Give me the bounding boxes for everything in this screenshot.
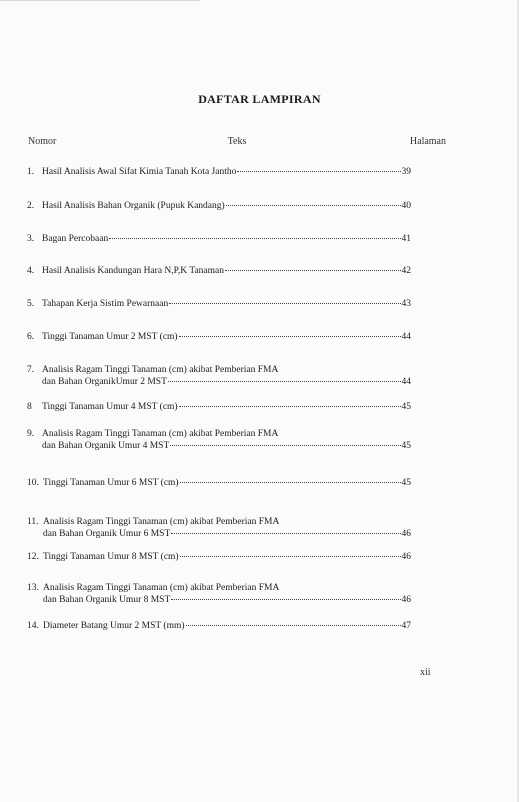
entry-number: 2.	[27, 201, 35, 211]
list-item	[27, 428, 411, 452]
entry-text: Bagan Percobaan	[42, 234, 109, 244]
list-item	[27, 331, 411, 343]
entry-page-number: 42	[401, 266, 411, 276]
entry-page-number: 43	[401, 299, 411, 309]
entry-first-line	[27, 265, 411, 277]
dot-leader	[171, 533, 400, 534]
header-halaman: Halaman	[409, 136, 446, 147]
entry-text: Hasil Analisis Kandungan Hara N,P,K Tanaman	[42, 266, 225, 276]
list-item	[27, 620, 411, 632]
list-item	[27, 298, 411, 310]
entry-first-line	[27, 582, 411, 594]
entry-text: Tinggi Tanaman Umur 4 MST (cm)	[42, 402, 178, 412]
dot-leader	[237, 171, 400, 172]
dot-leader	[179, 406, 401, 407]
list-item	[27, 200, 411, 212]
entry-text: Tinggi Tanaman Umur 2 MST (cm)	[42, 332, 178, 342]
entry-first-line	[27, 551, 411, 563]
page-number: xii	[420, 667, 431, 678]
entry-first-line	[27, 331, 411, 343]
entry-page-number: 45	[401, 402, 411, 412]
entry-text: Analisis Ragam Tinggi Tanaman (cm) akibat Pemberian FMA	[42, 365, 279, 375]
entry-first-line	[27, 620, 411, 632]
entry-page-number: 44	[401, 332, 411, 342]
list-item	[27, 265, 411, 277]
entry-number: 14.	[27, 621, 39, 631]
entry-text: Tahapan Kerja Sistim Pewarnaan	[42, 299, 169, 309]
entry-first-line	[27, 298, 411, 310]
dot-leader	[225, 270, 400, 271]
list-item	[27, 364, 411, 388]
entry-text: dan Bahan Organik Umur 4 MST	[42, 441, 170, 451]
header-teks: Teks	[227, 136, 247, 147]
entry-number: 13.	[27, 583, 39, 593]
entry-number: 1.	[27, 167, 35, 177]
entry-page-number: 46	[401, 529, 411, 539]
dot-leader	[180, 556, 401, 557]
entry-number: 9.	[27, 429, 35, 439]
entry-number: 11.	[27, 517, 39, 527]
entry-page-number: 46	[401, 552, 411, 562]
dot-leader	[171, 599, 400, 600]
entry-number: 4.	[27, 266, 35, 276]
entry-number: 5.	[27, 299, 35, 309]
dot-leader	[226, 205, 401, 206]
entry-text: Analisis Ragam Tinggi Tanaman (cm) akibat Pemberian FMA	[43, 583, 280, 593]
dot-leader	[109, 238, 400, 239]
entry-continuation-line	[27, 376, 411, 388]
dot-leader	[179, 336, 401, 337]
entry-page-number: 47	[401, 621, 411, 631]
entry-page-number: 45	[401, 441, 411, 451]
entry-first-line	[27, 233, 411, 245]
dot-leader	[186, 625, 401, 626]
list-item	[27, 401, 411, 413]
entry-text: Analisis Ragam Tinggi Tanaman (cm) akibat Pemberian FMA	[43, 517, 280, 527]
dot-leader	[180, 482, 401, 483]
entry-first-line	[27, 401, 411, 413]
list-item	[27, 477, 411, 489]
entry-number: 12.	[27, 552, 39, 562]
entry-page-number: 46	[401, 595, 411, 605]
header-nomor: Nomor	[28, 136, 57, 147]
entry-continuation-line	[27, 528, 411, 540]
entry-text: Diameter Batang Umur 2 MST (mm)	[43, 621, 185, 631]
entry-page-number: 44	[401, 377, 411, 387]
list-item	[27, 582, 411, 606]
list-item	[27, 233, 411, 245]
entry-first-line	[27, 516, 411, 528]
entry-first-line	[27, 428, 411, 440]
entry-number: 10.	[27, 478, 39, 488]
entry-text: Hasil Analisis Awal Sifat Kimia Tanah Kota Jantho	[42, 167, 237, 177]
entry-first-line	[27, 166, 411, 178]
list-item	[27, 551, 411, 563]
entry-text: dan Bahan Organik Umur 8 MST	[43, 595, 171, 605]
entry-first-line	[27, 200, 411, 212]
entry-number: 6.	[27, 332, 35, 342]
dot-leader	[169, 303, 400, 304]
entry-number: 3.	[27, 234, 35, 244]
entry-first-line	[27, 477, 411, 489]
entry-page-number: 45	[401, 478, 411, 488]
list-item	[27, 516, 411, 540]
dot-leader	[170, 445, 400, 446]
entry-page-number: 40	[401, 201, 411, 211]
entry-number: 8	[27, 402, 32, 412]
entry-text: dan Bahan Organik Umur 6 MST	[43, 529, 171, 539]
entry-text: Analisis Ragam Tinggi Tanaman (cm) akibat Pemberian FMA	[42, 429, 279, 439]
entry-text: dan Bahan OrganikUmur 2 MST	[42, 377, 167, 387]
entry-continuation-line	[27, 594, 411, 606]
entry-text: Hasil Analisis Bahan Organik (Pupuk Kandang)	[42, 201, 225, 211]
entry-text: Tinggi Tanaman Umur 8 MST (cm)	[43, 552, 179, 562]
entry-page-number: 41	[401, 234, 411, 244]
entry-number: 7.	[27, 365, 35, 375]
entry-first-line	[27, 364, 411, 376]
entry-continuation-line	[27, 440, 411, 452]
entry-text: Tinggi Tanaman Umur 6 MST (cm)	[43, 478, 179, 488]
dot-leader	[168, 381, 401, 382]
list-item	[27, 166, 411, 178]
page-title: DAFTAR LAMPIRAN	[198, 92, 321, 106]
entry-page-number: 39	[401, 167, 411, 177]
